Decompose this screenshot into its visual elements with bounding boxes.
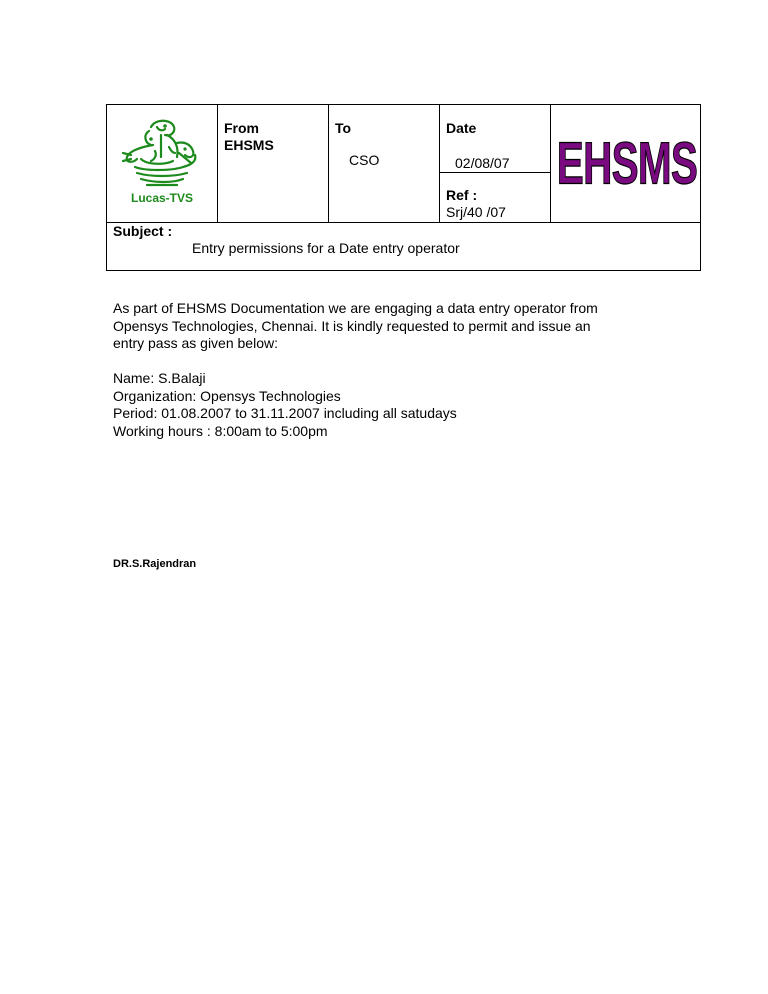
date-label: Date xyxy=(446,120,477,136)
letter-body xyxy=(113,300,653,440)
brand-cell xyxy=(551,105,702,222)
subject-value: Entry permissions for a Date entry operator xyxy=(192,240,460,256)
intro-line: As part of EHSMS Documentation we are engaging a data entry operator from xyxy=(113,300,598,316)
date-ref-divider xyxy=(439,172,550,173)
to-label: To xyxy=(335,120,352,136)
from-value: EHSMS xyxy=(224,137,274,153)
column-divider xyxy=(328,105,329,222)
ref-value: Srj/40 /07 xyxy=(446,204,506,220)
detail-name: Name: S.Balaji xyxy=(113,370,206,386)
signature: DR.S.Rajendran xyxy=(113,558,197,570)
subject-divider xyxy=(107,222,700,223)
subject-label: Subject : xyxy=(113,223,173,239)
column-divider xyxy=(439,105,440,222)
column-divider xyxy=(217,105,218,222)
logo-text: Lucas-TVS xyxy=(130,191,193,205)
lion-emblem-icon xyxy=(121,117,203,189)
intro-line: Opensys Technologies, Chennai. It is kindly requested to permit and issue an xyxy=(113,317,591,334)
from-label: From xyxy=(224,120,259,136)
detail-period: Period: 01.08.2007 to 31.11.2007 including all satudays xyxy=(113,405,457,421)
memo-header-table xyxy=(106,104,701,271)
ref-label: Ref : xyxy=(446,187,478,203)
to-value: CSO xyxy=(349,152,380,168)
detail-organization: Organization: Opensys Technologies xyxy=(113,387,341,404)
intro-line: entry pass as given below: xyxy=(113,335,278,351)
detail-working-hours: Working hours : 8:00am to 5:00pm xyxy=(113,422,328,439)
company-logo xyxy=(107,105,217,222)
date-value: 02/08/07 xyxy=(455,155,510,171)
brand-logo: EHSMS xyxy=(556,130,697,197)
